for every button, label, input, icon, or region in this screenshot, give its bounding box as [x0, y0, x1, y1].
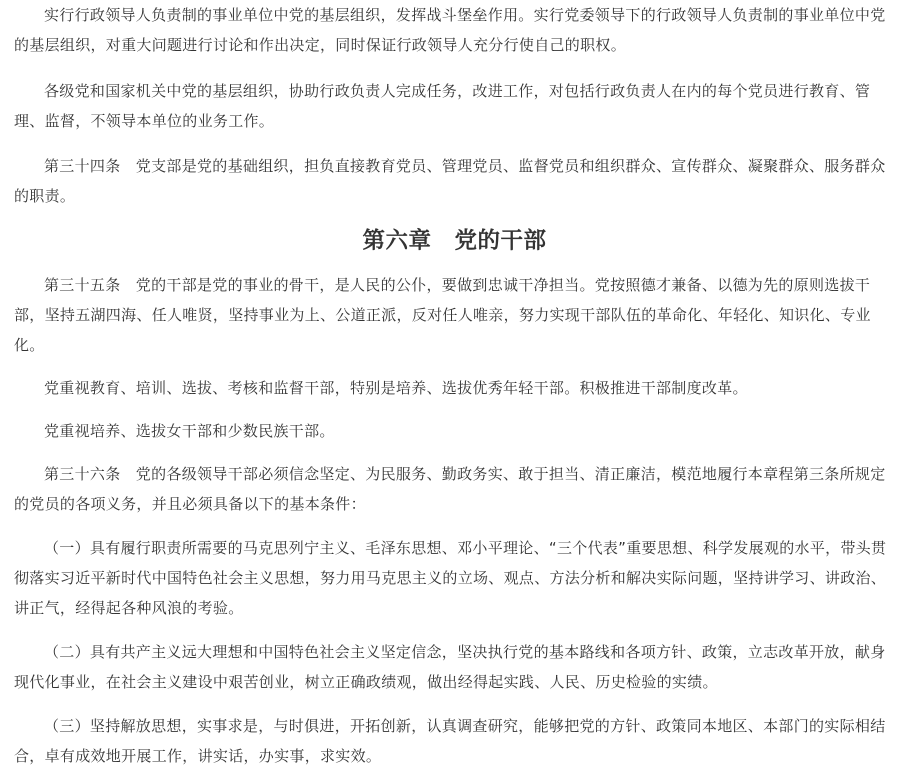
paragraph-condition-1: （一）具有履行职责所需要的马克思列宁主义、毛泽东思想、邓小平理论、“三个代表”重要思想、科学发展观的水平，带头贯彻落实习近平新时代中国特色社会主义思想，努力用马克思主义的立场、观点、方法分析和解决实际问题，坚持讲学习、讲政治、讲正气，经得起各种风浪的考验。 [14, 539, 887, 617]
paragraph-primary-org-institutions: 实行行政领导人负责制的事业单位中党的基层组织，发挥战斗堡垒作用。实行党委领导下的行政领导人负责制的事业单位中党的基层组织，对重大问题进行讨论和作出决定，同时保证行政领导人充分行使自己的职权。 [14, 6, 886, 54]
paragraph-condition-3: （三）坚持解放思想，实事求是，与时俱进，开拓创新，认真调查研究，能够把党的方针、政策同本地区、本部门的实际相结合，卓有成效地开展工作，讲实话，办实事，求实效。 [14, 717, 886, 765]
paragraph-cadre-training: 党重视教育、培训、选拔、考核和监督干部，特别是培养、选拔优秀年轻干部。积极推进干部制度改革。 [44, 379, 748, 397]
paragraph-women-minority-cadres: 党重视培养、选拔女干部和少数民族干部。 [44, 422, 335, 440]
paragraph-article-36: 第三十六条 党的各级领导干部必须信念坚定、为民服务、勤政务实、敢于担当、清正廉洁，模范地履行本章程第三条所规定的党员的各项义务，并且必须具备以下的基本条件： [14, 465, 886, 513]
paragraph-condition-2: （二）具有共产主义远大理想和中国特色社会主义坚定信念，坚决执行党的基本路线和各项方针、政策，立志改革开放，献身现代化事业，在社会主义建设中艰苦创业，树立正确政绩观，做出经得起实践、人民、历史检验的实绩。 [14, 643, 886, 691]
paragraph-article-34: 第三十四条 党支部是党的基础组织，担负直接教育党员、管理党员、监督党员和组织群众、宣传群众、凝聚群众、服务群众的职责。 [14, 157, 886, 205]
chapter-title: 第六章 党的干部 [362, 228, 547, 254]
paragraph-state-organs-org: 各级党和国家机关中党的基层组织，协助行政负责人完成任务，改进工作，对包括行政负责人在内的每个党员进行教育、管理、监督，不领导本单位的业务工作。 [14, 82, 871, 130]
paragraph-article-35: 第三十五条 党的干部是党的事业的骨干，是人民的公仆，要做到忠诚干净担当。党按照德才兼备、以德为先的原则选拔干部，坚持五湖四海、任人唯贤，坚持事业为上、公道正派，反对任人唯亲，努力实现干部队伍的革命化、年轻化、知识化、专业化。 [14, 276, 871, 354]
